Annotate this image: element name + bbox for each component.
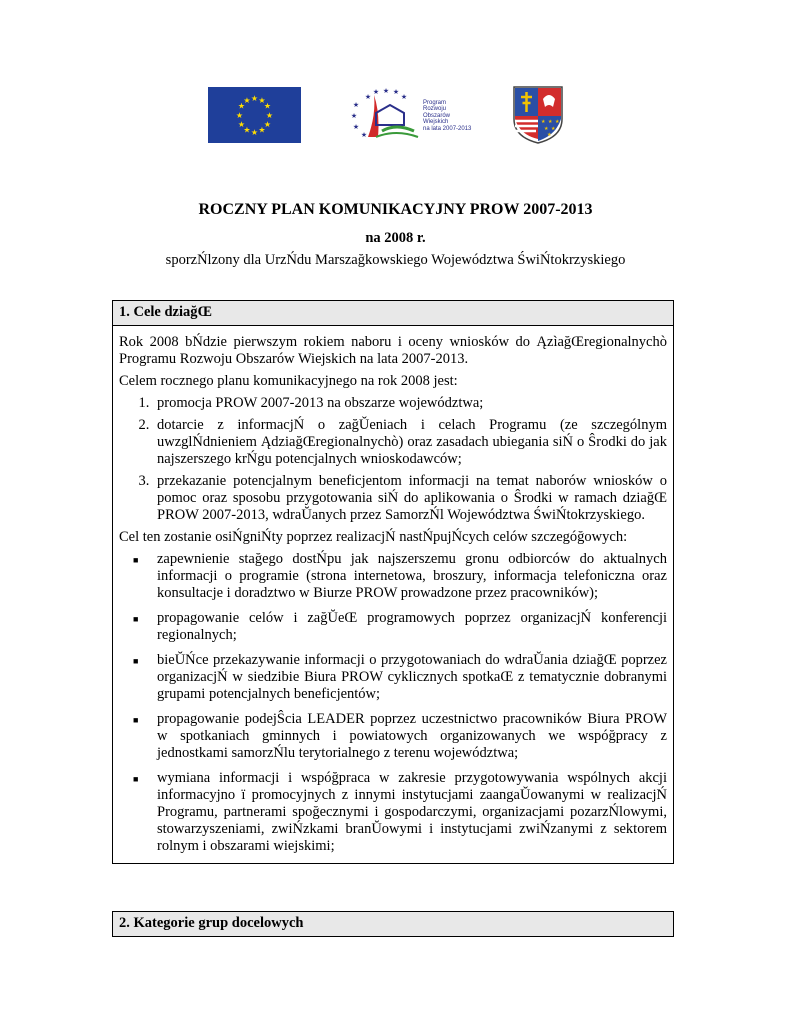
svg-text:★: ★: [382, 87, 390, 95]
svg-text:★: ★: [547, 132, 552, 138]
section-target-groups: [112, 911, 674, 937]
list-item: ■ wymiana informacji i wspóğpraca w zakresie przygotowywania wspólnych akcji informacyjno ï promocyjnych z innymi instytucjami zaangaŬowanymi w realizacjŃ Programu, partnerami spoğecznymi i gospodarczymi, organizacjami pozarzŃlowymi, stowarzyszeniami, zwiŃzkami branŬowymi i instytucjami zwiŃzanymi z sektorem rolnym i obszarami wiejskimi;: [133, 770, 667, 854]
list-item: ■ propagowanie podejŜcia LEADER poprzez uczestnictwo pracowników Biura PROW w spotkaniach gminnych i powiatowych organizowanych we wspóğpracy z jednostkami samorzŃlu terytorialnego z terenu województwa;: [133, 711, 667, 761]
svg-text:★: ★: [400, 93, 408, 101]
prow-logo-text: Program Rozwoju Obszarów Wiejskich na lata 2007-2013: [423, 100, 472, 132]
svg-text:★: ★: [392, 88, 400, 96]
list-item: ■ zapewnienie stağego dostŃpu jak najszerszemu gronu odbiorców do aktualnych informacji o programie (strona internetowa, broszury, informacja telefoniczna oraz konsultacje i doradztwo w Biurze PROW prowadzone przez pracowników);: [133, 551, 667, 601]
svg-text:★: ★: [364, 93, 372, 101]
list-item: ■ bieŬŃce przekazywanie informacji o przygotowaniach do wdraŬania dziağŒ poprzez organizacjŃ w siedzibie Biura PROW cyklicznych spotkaŒ z tematycznie dobranymi grupami potencjalnych beneficjentów;: [133, 652, 667, 702]
aims-list: [119, 551, 667, 855]
svg-text:★: ★: [258, 96, 266, 105]
svg-text:★: ★: [544, 126, 549, 132]
coat-of-arms-icon: [512, 85, 564, 145]
intro-paragraph: Rok 2008 bŃdzie pierwszym rokiem naboru i oceny wniosków do ĄzìağŒregionalnychò Programu Rozwoju Obszarów Wiejskich na lata 2007-2013.: [119, 334, 667, 367]
bullet-icon: ■: [133, 715, 139, 725]
prepared-for: sporzŃlzony dla UrzŃdu Marszağkowskiego Województwa ŚwiŃtokrzyskiego: [165, 252, 626, 268]
bullet-icon: ■: [133, 774, 139, 784]
svg-text:★: ★: [551, 126, 556, 132]
list-item: 3. przekazanie potencjalnym beneficjentom informacji na temat naborów wniosków o pomoc oraz sposobu przygotowania siŃ do aplikowania o Ŝrodki w ramach dziağŒ PROW 2007-2013, wdraŬanych przez SamorzŃl Województwa ŚwiŃtokrzyskiego.: [153, 473, 667, 524]
svg-text:★: ★: [372, 88, 380, 96]
svg-text:★: ★: [555, 119, 560, 125]
svg-text:★: ★: [352, 101, 360, 109]
svg-text:★: ★: [263, 101, 272, 111]
svg-text:★: ★: [243, 96, 251, 105]
page-title: ROCZNY PLAN KOMUNIKACYJNY PROW 2007-2013: [198, 201, 593, 218]
svg-text:★: ★: [350, 112, 358, 120]
bullet-icon: ■: [133, 656, 139, 666]
section-goals-body: [113, 326, 673, 855]
list-item: 1. promocja PROW 2007-2013 na obszarze województwa;: [153, 395, 667, 412]
svg-text:★: ★: [250, 94, 259, 103]
goals-list: [119, 395, 667, 524]
section-goals-heading: 1. Cele dziağŒ: [113, 301, 673, 326]
bullet-icon: ■: [133, 614, 139, 624]
svg-text:★: ★: [360, 131, 368, 139]
list-item: 2. dotarcie z informacjŃ o zağŬeniach i celach Programu (ze szczególnym uwzglŃdnieniem ĄdziağŒregionalnychò) oraz zasadach ubiegania siŃ o Ŝrodki do jak najszerszego krŃgu potencjalnych wnioskodawców;: [153, 417, 667, 468]
goal-lead: Celem rocznego planu komunikacyjnego na rok 2008 jest:: [119, 373, 458, 389]
svg-text:★: ★: [237, 101, 246, 111]
svg-text:★: ★: [235, 111, 244, 120]
svg-text:★: ★: [250, 128, 259, 137]
svg-text:★: ★: [548, 119, 553, 125]
list-item: ■ propagowanie celów i zağŬeŒ programowych poprzez organizacjŃ konferencji regionalnych;: [133, 610, 667, 643]
page-subtitle: na 2008 r.: [365, 230, 426, 246]
aims-lead: Cel ten zostanie osiŃgniŃty poprzez realizacjŃ nastŃpujŃcych celów szczegóğowych:: [119, 529, 628, 545]
eu-flag-icon: [208, 87, 301, 143]
svg-text:★: ★: [541, 119, 546, 125]
svg-text:★: ★: [263, 120, 272, 129]
svg-text:★: ★: [258, 125, 266, 135]
svg-text:★: ★: [352, 123, 360, 131]
svg-text:★: ★: [237, 120, 246, 129]
logo-bar: [0, 85, 791, 145]
section-target-groups-heading: 2. Kategorie grup docelowych: [113, 912, 673, 936]
section-goals: [112, 300, 674, 864]
svg-text:★: ★: [265, 111, 274, 120]
bullet-icon: ■: [133, 555, 139, 565]
svg-text:★: ★: [243, 125, 251, 135]
